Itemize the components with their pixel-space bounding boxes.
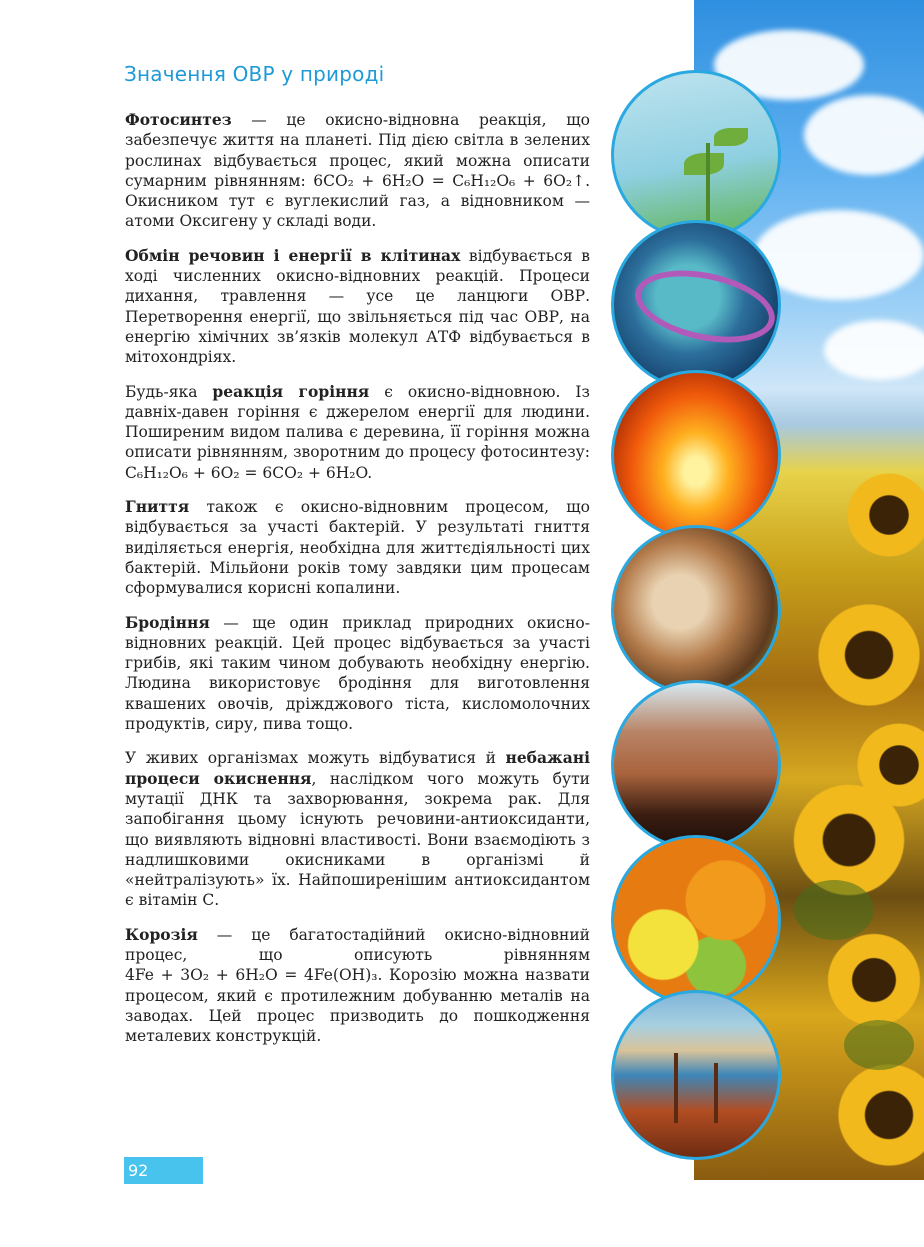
- fermentation-dough-image: [611, 680, 781, 850]
- paragraph-text: .: [367, 463, 373, 482]
- term-fermentation: Бродіння: [125, 612, 210, 632]
- paragraph-photosynthesis: [125, 110, 590, 232]
- fire-flames-image: [611, 370, 781, 540]
- citrus-fruits-image: [611, 835, 781, 1005]
- paragraph-metabolism: [125, 246, 590, 368]
- rusted-shipwreck-image: [611, 990, 781, 1160]
- mitochondria-image: [611, 220, 781, 390]
- paragraph-text: також є окисно-відновним процесом, що відбувається за участі бактерій. У результаті гниття виділяється енергія, необхідна для життєдіяльності цих бактерій. Мільйони років тому завдяки цим процесам сформувалися корисні копалини.: [125, 498, 590, 598]
- paragraph-text: , наслідком чого можуть бути мутації ДНК та захворювання, зокрема рак. Для запобігання цьому існують речовини-антиоксиданти, що виявляють відновні властивості. Вони взаємодіють з надлишковими окисниками в організмі й «нейтралізують» їх. Найпоширенішим антиоксидантом є вітамін С.: [125, 769, 590, 910]
- body-text: [125, 110, 590, 1060]
- term-rotting: Гниття: [125, 497, 190, 517]
- photosynthesis-plant-image: [611, 70, 781, 240]
- paragraph-text: . Окисником тут є вуглекислий газ, а відновником — атоми Оксигену у складі води.: [125, 171, 590, 231]
- page-number-badge: 92: [124, 1157, 203, 1184]
- term-oxidation: небажані процеси окиснення: [125, 748, 590, 788]
- paragraph-text: — це багатостадійний окисно-відновний процес, що описують рівнянням: [125, 925, 590, 964]
- paragraph-oxidation: [125, 748, 590, 910]
- combustion-equation: C₆H₁₂O₆ + 6O₂ = 6CO₂ + 6H₂O: [125, 463, 368, 482]
- paragraph-fermentation: [125, 613, 590, 735]
- paragraph-text: — ще один приклад природних окисно-відновних реакцій. Цей процес відбувається за участі грибів, які таким чином добувають необхідну енергію. Людина використовує бродіння для виготовлення квашених овочів, дріжджового тіста, кисломолочних продуктів, сиру, пива тощо.: [125, 613, 590, 734]
- paragraph-text: — це окисно-відновна реакція, що забезпечує життя на планеті. Під дією світла в зелених рослинах відбувається процес, який можна описати сумарним рівнянням:: [125, 111, 590, 190]
- term-metabolism: Обмін речовин і енергії в клітинах: [125, 245, 461, 265]
- paragraph-rotting: [125, 497, 590, 598]
- paragraph-text: . Корозію можна назвати процесом, який є протилежним добуванню металів на заводах. Цей процес призводить до пошкодження металевих конструкцій.: [125, 966, 591, 1046]
- paragraph-corrosion: [125, 925, 590, 1047]
- rotting-fruit-image: [611, 525, 781, 695]
- term-photosynthesis: Фотосинтез: [125, 110, 232, 129]
- paragraph-combustion: [125, 382, 590, 483]
- corrosion-equation: 4Fe + 3O₂ + 6H₂O = 4Fe(OH)₃: [125, 966, 378, 985]
- paragraph-text: відбувається в ході численних окисно-відновних реакцій. Процеси дихання, травлення — усе це ланцюги ОВР. Перетворення енергії, що звільняється під час ОВР, на енергію хімічних зв’язків молекул АТФ відбувається в мітохондріях.: [125, 246, 590, 367]
- paragraph-text: Будь-яка: [125, 382, 213, 401]
- paragraph-text: У живих організмах можуть відбуватися й: [125, 749, 506, 768]
- paragraph-text: є окисно-відновною. Із давніх-давен горіння є джерелом енергії для людини. Поширеним видом палива є деревина, її горіння можна описати рівнянням, зворотним до процесу фотосинтезу:: [125, 382, 590, 462]
- term-combustion: реакція горіння: [212, 381, 370, 401]
- term-corrosion: Корозія: [125, 924, 198, 944]
- section-title: Значення ОВР у природі: [124, 62, 385, 86]
- photosynthesis-equation: 6CO₂ + 6H₂O = C₆H₁₂O₆ + 6O₂↑: [313, 171, 586, 190]
